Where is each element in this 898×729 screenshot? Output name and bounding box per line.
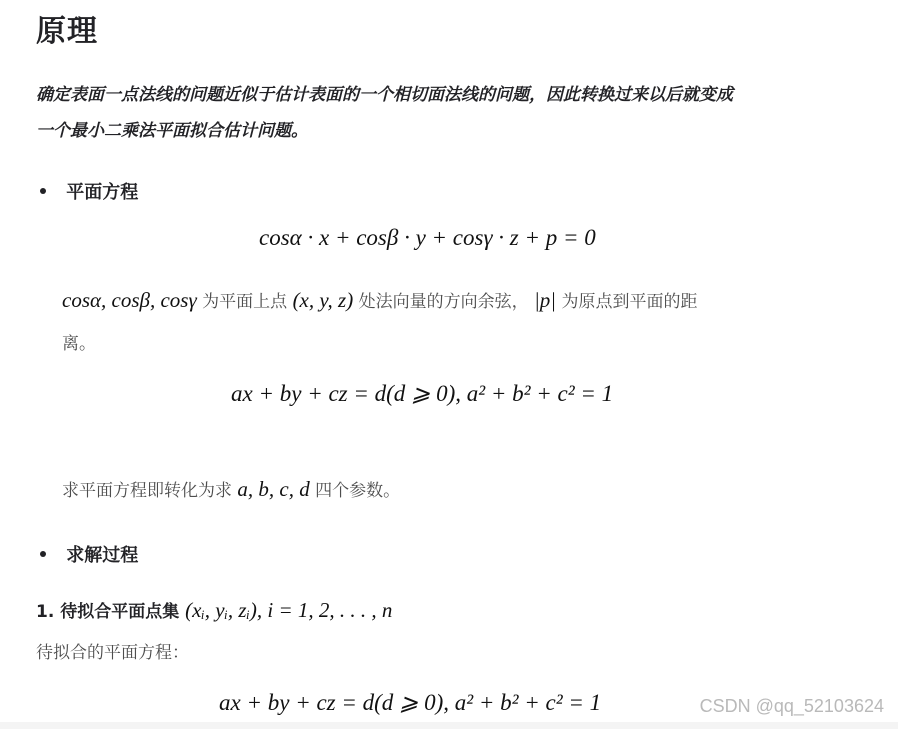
step-1-description: 待拟合的平面方程：: [36, 643, 189, 663]
text-plane-point: 为平面上点: [202, 292, 288, 312]
text-solve-suffix: 四个参数。: [315, 481, 401, 501]
section-title-label: 求解过程: [66, 545, 139, 566]
math-abs-p: |p|: [534, 288, 557, 312]
equation-plane-cosine: cosα · x + cosβ · y + cosγ · z + p = 0: [259, 225, 596, 250]
intro-line-1: 确定表面一点法线的问题近似于估计表面的一个相切面法线的问题，因此转换过来以后就变成: [36, 85, 733, 105]
text-normal-direction: 处法向量的方向余弦，: [358, 292, 529, 312]
text-solve-prefix: 求平面方程即转化为求: [62, 481, 232, 501]
math-params-abcd: a, b, c, d: [237, 477, 310, 501]
step-1-heading: [36, 597, 392, 623]
section-title-plane-equation: [40, 178, 138, 204]
solve-description: [62, 476, 400, 502]
bottom-divider: [0, 722, 898, 729]
equation-plane-fit: ax + by + cz = d(d ⩾ 0), a² + b² + c² = 1: [219, 690, 602, 715]
description-line-2: 离。: [62, 334, 96, 354]
page-title: 原理: [36, 14, 98, 49]
math-point-set: (xᵢ, yᵢ, zᵢ), i = 1, 2, . . . , n: [185, 598, 393, 622]
description-line-1: [62, 287, 697, 313]
section-title-solving-process: [40, 541, 138, 567]
math-point-xyz: (x, y, z): [292, 288, 354, 312]
intro-line-2: 一个最小二乘法平面拟合估计问题。: [36, 121, 308, 141]
csdn-watermark: CSDN @qq_52103624: [699, 696, 884, 716]
section-title-label: 平面方程: [66, 182, 139, 203]
math-direction-cosines: cosα, cosβ, cosγ: [62, 288, 197, 312]
text-origin-distance: 为原点到平面的距: [561, 292, 698, 312]
step-1-label: 1. 待拟合平面点集: [36, 602, 180, 622]
equation-plane-normalized: ax + by + cz = d(d ⩾ 0), a² + b² + c² = 1: [231, 381, 614, 406]
